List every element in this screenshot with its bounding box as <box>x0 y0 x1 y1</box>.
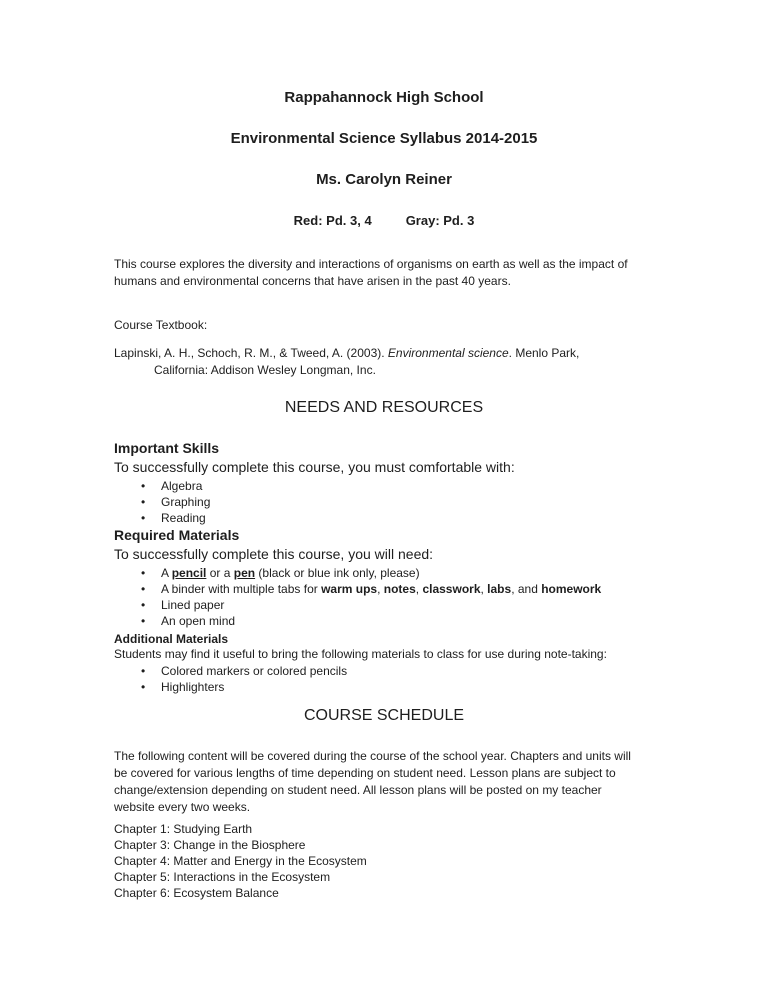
list-item: • Highlighters <box>141 679 654 695</box>
chapter-item: Chapter 6: Ecosystem Balance <box>114 886 279 900</box>
required-materials-title: Required Materials <box>114 527 240 543</box>
textbook-label: Course Textbook: <box>114 318 208 332</box>
period-red: Red: Pd. 3, 4 <box>293 213 372 228</box>
course-description-line: This course explores the diversity and interactions of organisms on earth as well as the impact of <box>114 257 628 271</box>
school-name: Rappahannock High School <box>284 89 484 106</box>
additional-materials-list <box>141 663 654 695</box>
text-segment-bold: notes <box>383 582 416 596</box>
list-item <box>141 565 654 581</box>
text-segment-bold: homework <box>541 582 602 596</box>
course-description <box>114 256 654 290</box>
important-skills-title: Important Skills <box>114 440 220 456</box>
text-segment: A binder with multiple tabs for <box>161 582 322 596</box>
text-segment-emphasis: pen <box>233 566 256 580</box>
chapter-item: Chapter 1: Studying Earth <box>114 822 253 836</box>
list-item: • Algebra <box>141 478 654 494</box>
text-segment-bold: labs <box>487 582 512 596</box>
period-line <box>114 213 654 229</box>
schedule-description-line: change/extension depending on student need. All lesson plans will be posted on my teacher <box>114 783 602 797</box>
citation-line-1 <box>114 345 654 362</box>
citation-authors: Lapinski, A. H., Schoch, R. M., & Tweed, A. (2003). <box>114 346 388 360</box>
course-description-line: humans and environmental concerns that have arisen in the past 40 years. <box>114 274 511 288</box>
list-item: • Reading <box>141 510 654 526</box>
schedule-description-line: website every two weeks. <box>114 800 251 814</box>
list-item: • Graphing <box>141 494 654 510</box>
needs-resources-heading: NEEDS AND RESOURCES <box>284 399 484 416</box>
citation-location: . Menlo Park, <box>508 346 580 360</box>
chapter-list <box>114 821 654 901</box>
additional-materials-intro: Students may find it useful to bring the following materials to class for use during note-taking: <box>114 647 607 661</box>
course-title: Environmental Science Syllabus 2014-2015 <box>230 130 538 147</box>
list-item: • Colored markers or colored pencils <box>141 663 654 679</box>
course-schedule-heading: COURSE SCHEDULE <box>303 707 465 724</box>
text-segment: , <box>480 582 488 596</box>
period-gray: Gray: Pd. 3 <box>405 213 475 228</box>
schedule-description-line: The following content will be covered during the course of the school year. Chapters and units will <box>114 749 631 763</box>
text-segment: , <box>415 582 423 596</box>
schedule-description-line: be covered for various lengths of time depending on student need. Lesson plans are subject to <box>114 766 616 780</box>
citation-book-title: Environmental science <box>387 346 509 360</box>
text-segment: A <box>161 566 172 580</box>
text-segment: or a <box>206 566 234 580</box>
textbook-citation <box>114 345 654 379</box>
important-skills-list <box>141 478 654 526</box>
list-item: • An open mind <box>141 613 654 629</box>
chapter-item: Chapter 4: Matter and Energy in the Ecosystem <box>114 854 367 868</box>
text-segment: , and <box>511 582 542 596</box>
required-materials-intro: To successfully complete this course, you will need: <box>114 546 434 562</box>
list-item <box>141 581 654 597</box>
text-segment: , <box>377 582 384 596</box>
citation-line-2: California: Addison Wesley Longman, Inc. <box>154 363 376 377</box>
text-segment-emphasis: pencil <box>171 566 207 580</box>
additional-materials-title: Additional Materials <box>114 632 229 646</box>
text-segment-bold: classwork <box>422 582 481 596</box>
important-skills-intro: To successfully complete this course, you must comfortable with: <box>114 459 515 475</box>
chapter-item: Chapter 3: Change in the Biosphere <box>114 838 306 852</box>
required-materials-list <box>141 565 654 629</box>
list-item: • Lined paper <box>141 597 654 613</box>
schedule-description <box>114 748 654 816</box>
chapter-item: Chapter 5: Interactions in the Ecosystem <box>114 870 331 884</box>
teacher-name: Ms. Carolyn Reiner <box>316 171 452 188</box>
text-segment-bold: warm ups <box>321 582 378 596</box>
text-segment: (black or blue ink only, please) <box>255 566 420 580</box>
